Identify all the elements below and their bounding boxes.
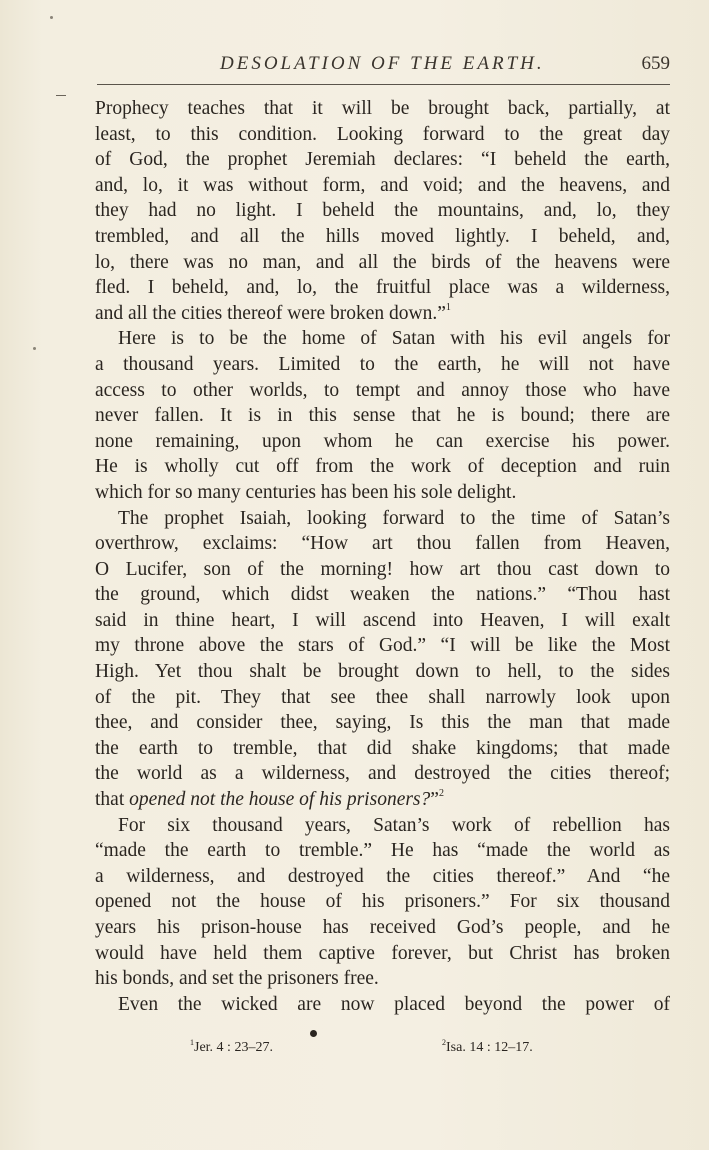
line-text: of God, the prophet Jeremiah declares: “I beheld the earth, (95, 149, 670, 171)
line-text: they had no light. I beheld the mountains, and, lo, they (95, 200, 670, 222)
line-text: which for so many centuries has been his sole delight. (95, 481, 517, 503)
line-text: The prophet Isaiah, looking forward to the time of Satan’s (118, 507, 670, 529)
line-text: would have held them captive forever, but Christ has broken (95, 942, 670, 964)
text-line (95, 454, 670, 480)
text-line (95, 250, 670, 276)
line-text: said in thine heart, I will ascend into Heaven, I will exalt (95, 609, 670, 631)
footnote-2 (442, 1040, 533, 1056)
text-line (95, 122, 670, 148)
footnote-marker: 2 (442, 1038, 446, 1047)
line-text: his bonds, and set the prisoners free. (95, 968, 379, 990)
line-text: O Lucifer, son of the morning! how art thou cast down to (95, 558, 670, 580)
text-line (95, 889, 670, 915)
ink-blot (310, 1030, 317, 1037)
paper-speck (50, 16, 53, 19)
line-text: High. Yet thou shalt be brought down to hell, to the sides (95, 661, 670, 683)
text-line (95, 429, 670, 455)
text-line (95, 787, 670, 813)
footnote-marker: 1 (190, 1038, 194, 1047)
text-line (95, 659, 670, 685)
footnote-text: Jer. 4 : 23–27. (194, 1040, 273, 1055)
text-line (95, 761, 670, 787)
footnote-reference: 2 (438, 788, 444, 800)
line-text: none remaining, upon whom he can exercise his power. (95, 430, 670, 452)
text-line (95, 915, 670, 941)
line-text: the world as a wilderness, and destroyed the cities thereof; (95, 763, 670, 785)
text-line (95, 275, 670, 301)
text-line (95, 710, 670, 736)
text-line (95, 838, 670, 864)
footnote-1 (190, 1040, 273, 1056)
line-text: my throne above the stars of God.” “I will be like the Most (95, 635, 670, 657)
running-title: DESOLATION OF THE EARTH. (220, 53, 545, 74)
text-line (95, 352, 670, 378)
line-text: years his prison-house has received God’s people, and he (95, 917, 670, 938)
text-line (95, 864, 670, 890)
footnote-text: Isa. 14 : 12–17. (446, 1040, 533, 1055)
text-line (95, 224, 670, 250)
line-text: trembled, and all the hills moved lightly. I beheld, and, (95, 225, 670, 247)
line-text: access to other worlds, to tempt and annoy those who have (95, 379, 670, 401)
text-line (95, 326, 670, 352)
line-text: Here is to be the home of Satan with his evil angels for (118, 328, 670, 350)
line-text: He is wholly cut off from the work of deception and ruin (95, 456, 670, 478)
page-header (95, 53, 670, 77)
text-line (95, 173, 670, 199)
line-text: the earth to tremble, that did shake kingdoms; that made (95, 737, 670, 759)
italic-text: opened not the house of his prisoners? (129, 789, 431, 811)
line-text: of the pit. They that see thee shall narrowly look upon (95, 686, 670, 708)
text-line (95, 813, 670, 839)
footnotes (190, 1040, 590, 1060)
text-line (95, 685, 670, 711)
text-line (95, 301, 670, 327)
text-line (95, 557, 670, 583)
margin-mark (56, 95, 66, 96)
line-text: and all the cities thereof were broken down.” (95, 302, 446, 324)
line-text: that (95, 789, 130, 811)
body-text (95, 96, 670, 1017)
text-line (95, 941, 670, 967)
line-text: thee, and consider thee, saying, Is this the man that made (95, 712, 670, 734)
line-text: overthrow, exclaims: “How art thou fallen from Heaven, (95, 533, 670, 555)
paper-speck (33, 347, 36, 350)
footnote-reference: 1 (445, 301, 451, 313)
text-line (95, 582, 670, 608)
text-line (95, 480, 670, 506)
text-line (95, 378, 670, 404)
line-text: the ground, which didst weaken the nations.” “Thou hast (95, 584, 670, 606)
text-line (95, 633, 670, 659)
text-line (95, 403, 670, 429)
text-line (95, 966, 670, 992)
text-line (95, 96, 670, 122)
line-text: never fallen. It is in this sense that he is bound; there are (95, 405, 670, 427)
text-line (95, 608, 670, 634)
line-text: and, lo, it was without form, and void; and the heavens, and (95, 174, 670, 196)
text-line (95, 147, 670, 173)
text-line (95, 531, 670, 557)
line-text-tail: ” (430, 789, 439, 811)
line-text: a wilderness, and destroyed the cities thereof.” And “he (95, 865, 670, 887)
line-text: For six thousand years, Satan’s work of rebellion has (118, 814, 670, 836)
line-text: Prophecy teaches that it will be brought back, partially, at (95, 98, 670, 119)
line-text: “made the earth to tremble.” He has “made the world as (95, 840, 670, 862)
header-rule (97, 84, 670, 85)
text-line (95, 506, 670, 532)
page-number: 659 (641, 53, 670, 74)
line-text: least, to this condition. Looking forward to the great day (95, 123, 670, 145)
line-text: Even the wicked are now placed beyond the power of (118, 993, 670, 1015)
line-text: a thousand years. Limited to the earth, he will not have (95, 353, 670, 375)
text-line (95, 736, 670, 762)
line-text: fled. I beheld, and, lo, the fruitful place was a wilderness, (95, 277, 670, 299)
line-text: lo, there was no man, and all the birds of the heavens were (95, 251, 670, 273)
text-line (95, 992, 670, 1018)
line-text: opened not the house of his prisoners.” For six thousand (95, 891, 670, 913)
text-line (95, 198, 670, 224)
